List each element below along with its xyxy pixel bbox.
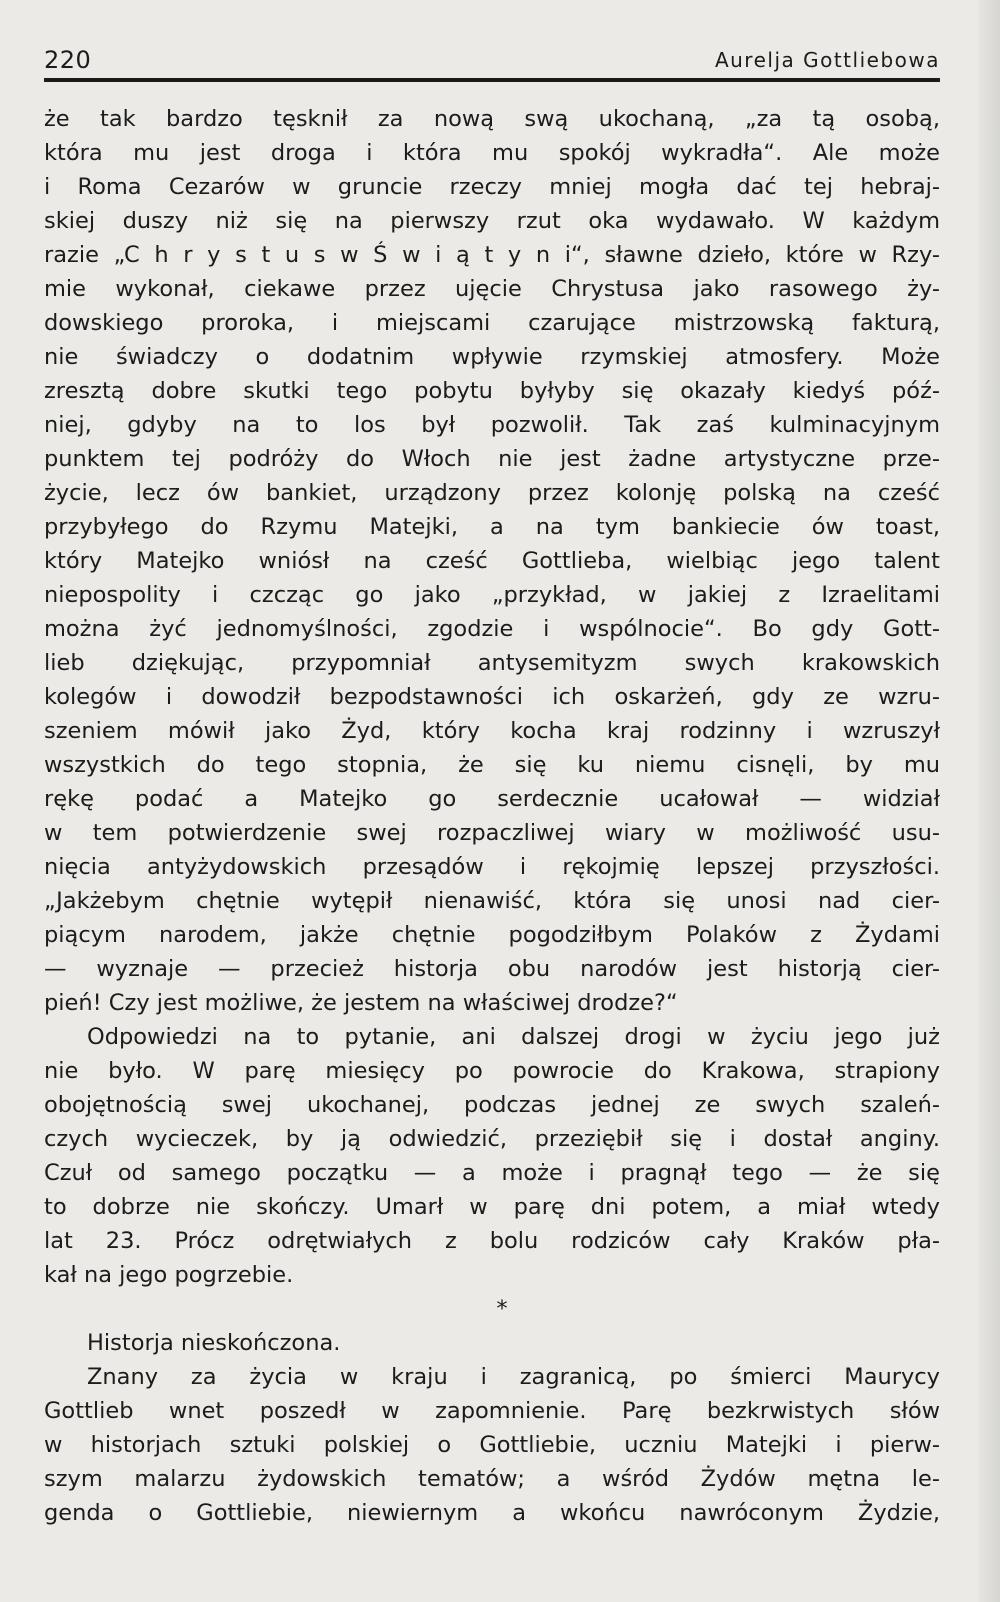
text-line: niepospolity i czcząc go jako „przykład, w jakiej z Izraelitami bbox=[44, 582, 940, 608]
text-line: Gottlieb wnet poszedł w zapomnienie. Parę bezkrwistych słów bbox=[44, 1398, 940, 1424]
text-line: Odpowiedzi na to pytanie, ani dalszej drogi w życiu jego już bbox=[87, 1024, 940, 1050]
text-line: zresztą dobre skutki tego pobytu byłyby się okazały kiedyś póź- bbox=[44, 378, 940, 404]
text-line: lieb dziękując, przypomniał antysemityzm swych krakowskich bbox=[44, 650, 940, 676]
text-line: punktem tej podróży do Włoch nie jest żadne artystyczne prze- bbox=[44, 446, 940, 472]
body-text bbox=[44, 102, 940, 1530]
text-line: wszystkich do tego stopnia, że się ku niemu cisnęli, by mu bbox=[44, 752, 940, 778]
page-number: 220 bbox=[44, 46, 92, 74]
text-line: Znany za życia w kraju i zagranicą, po śmierci Maurycy bbox=[87, 1364, 940, 1390]
section-separator: * bbox=[496, 1296, 508, 1322]
text-line: „Jakżebym chętnie wytępił nienawiść, która się unosi nad cier- bbox=[44, 888, 940, 914]
text-line: czych wycieczek, by ją odwiedzić, przeziębił się i dostał anginy. bbox=[44, 1126, 940, 1152]
text-line: rękę podać a Matejko go serdecznie ucałował — widział bbox=[44, 786, 940, 812]
text-line: nięcia antyżydowskich przesądów i rękojmię lepszej przyszłości. bbox=[44, 854, 940, 880]
text-line: Czuł od samego początku — a może i pragnął tego — że się bbox=[44, 1160, 940, 1186]
page-edge bbox=[978, 0, 1000, 1602]
text-line: kał na jego pogrzebie. bbox=[44, 1262, 294, 1288]
paragraph-3 bbox=[44, 1360, 940, 1530]
text-line: piącym narodem, jakże chętnie pogodziłbym Polaków z Żydami bbox=[44, 922, 940, 948]
text-line: przybyłego do Rzymu Matejki, a na tym bankiecie ów toast, bbox=[44, 514, 940, 540]
text-line: szeniem mówił jako Żyd, który kocha kraj rodzinny i wzruszył bbox=[44, 718, 940, 744]
text-line: genda o Gottliebie, niewiernym a wkońcu nawróconym Żydzie, bbox=[44, 1500, 940, 1526]
text-line: obojętnością swej ukochanej, podczas jednej ze swych szaleń- bbox=[44, 1092, 940, 1118]
text-line: niej, gdyby na to los był pozwolił. Tak zaś kulminacyjnym bbox=[44, 412, 940, 438]
text-line: w tem potwierdzenie swej rozpaczliwej wiary w możliwość usu- bbox=[44, 820, 940, 846]
text-line: który Matejko wniósł na cześć Gottlieba, wielbiąc jego talent bbox=[44, 548, 940, 574]
paragraph-2 bbox=[44, 1020, 940, 1292]
text-line: w historjach sztuki polskiej o Gottliebie, uczniu Matejki i pierw- bbox=[44, 1432, 940, 1458]
text-line: że tak bardzo tęsknił za nową swą ukochaną, „za tą osobą, bbox=[44, 106, 940, 132]
text-line: nie świadczy o dodatnim wpływie rzymskiej atmosfery. Może bbox=[44, 344, 940, 370]
text-line: razie „C h r y s t u s w Ś w i ą t y n i“, sławne dzieło, które w Rzy- bbox=[44, 242, 940, 268]
text-line: życie, lecz ów bankiet, urządzony przez kolonję polską na cześć bbox=[44, 480, 940, 506]
text-line: mie wykonał, ciekawe przez ujęcie Chrystusa jako rasowego ży- bbox=[44, 276, 940, 302]
paragraph-1 bbox=[44, 102, 940, 1020]
text-line: można żyć jednomyślności, zgodzie i wspólnocie“. Bo gdy Gott- bbox=[44, 616, 940, 642]
text-line: nie było. W parę miesięcy po powrocie do Krakowa, strapiony bbox=[44, 1058, 940, 1084]
text-line: lat 23. Prócz odrętwiałych z bolu rodziców cały Kraków pła- bbox=[44, 1228, 940, 1254]
text-line: szym malarzu żydowskich tematów; a wśród Żydów mętna le- bbox=[44, 1466, 940, 1492]
text-line: to dobrze nie skończy. Umarł w parę dni potem, a miał wtedy bbox=[44, 1194, 940, 1220]
running-head: Aurelja Gottliebowa bbox=[714, 48, 940, 72]
page-header bbox=[44, 40, 940, 80]
text-line: i Roma Cezarów w gruncie rzeczy mniej mogła dać tej hebraj- bbox=[44, 174, 940, 200]
section-heading: Historja nieskończona. bbox=[87, 1330, 341, 1356]
text-line: dowskiego proroka, i miejscami czarujące mistrzowską fakturą, bbox=[44, 310, 940, 336]
text-line: — wyznaje — przecież historja obu narodów jest historją cier- bbox=[44, 956, 940, 982]
text-line: która mu jest droga i która mu spokój wykradła“. Ale może bbox=[44, 140, 940, 166]
text-line: skiej duszy niż się na pierwszy rzut oka wydawało. W każdym bbox=[44, 208, 940, 234]
text-line: kolegów i dowodził bezpodstawności ich oskarżeń, gdy ze wzru- bbox=[44, 684, 940, 710]
header-rule bbox=[44, 78, 940, 82]
text-line: pień! Czy jest możliwe, że jestem na właściwej drodze?“ bbox=[44, 990, 678, 1016]
